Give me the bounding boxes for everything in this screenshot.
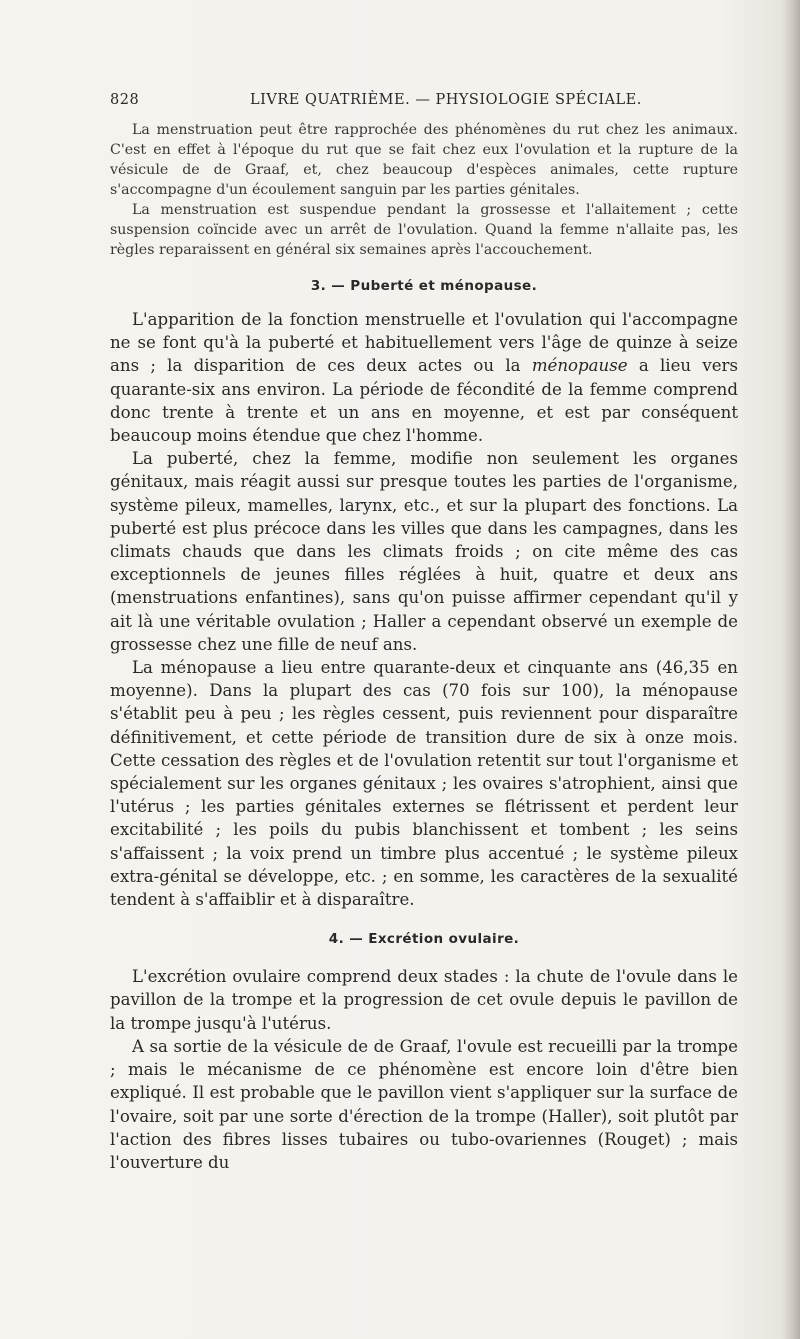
running-header: [110, 92, 738, 116]
section-heading-puberte: 3. — Puberté et ménopause.: [310, 278, 538, 294]
text-run: L'apparition de la fonction menstruelle et l'ovulation qui l'accompagne ne se font qu'à la puberté et habituellement vers l'âge de quinze à seize ans ; la disparition de ces deux actes ou la: [110, 310, 738, 376]
paragraph-menopause: La ménopause a lieu entre quarante-deux et cinquante ans (46,35 en moyenne). Dans la plupart des cas (70 fois sur 100), la ménopause s'établit peu à peu ; les règles cessent, puis reviennent pour disparaître définitivement, et cette période de transition dure de six à onze mois. Cette cessation des règles et de l'ovulation retentit sur tout l'organisme et spécialement sur les organes génitaux ; les ovaires s'atrophient, ainsi que l'utérus ; les parties génitales externes se flétrissent et perdent leur excitabilité ; les poils du pubis blanchissent et tombent ; les seins s'affaissent ; la voix prend un timbre plus accentué ; le système pileux extra-génital se développe, etc. ; en somme, les caractères de la sexualité tendent à s'affaiblir et à disparaître.: [110, 658, 738, 910]
page-number: 828: [110, 92, 140, 108]
paragraph-menstruation-rut: La menstruation peut être rapprochée des phénomènes du rut chez les animaux. C'est en effet à l'époque du rut que se fait chez eux l'ovulation et la rupture de la vésicule de de Graaf, et, chez beaucoup d'espèces animales, cette rupture s'accompagne d'un écoulement sanguin par les parties génitales.: [110, 122, 738, 198]
paragraph-puberte: La puberté, chez la femme, modifie non seulement les organes génitaux, mais réagit aussi sur presque toutes les parties de l'organisme, système pileux, mamelles, larynx, etc., et sur la plupart des fonctions. La puberté est plus précoce dans les villes que dans les campagnes, dans les climats chauds que dans les climats froids ; on cite même des cas exceptionnels de jeunes filles réglées à huit, quatre et deux ans (menstruations enfantines), sans qu'on puisse affirmer cependant qu'il y ait là une véritable ovulation ; Haller a cependant observé un exemple de grossesse chez une fille de neuf ans.: [110, 449, 738, 654]
text-run: a lieu vers quarante-six ans environ. La période de fécondité de la femme comprend donc trente à trente et un ans en moyenne, et est par conséquent beaucoup moins étendue que chez l'homme.: [110, 356, 738, 446]
section-heading-excretion: 4. — Excrétion ovulaire.: [328, 931, 520, 948]
continued-text: [110, 120, 738, 260]
section-excretion-body: [110, 965, 738, 1174]
page-edge-shadow: [782, 0, 800, 1339]
paragraph-excretion-stades: L'excrétion ovulaire comprend deux stades : la chute de l'ovule dans le pavillon de la trompe et la progression de cet ovule depuis le pavillon de la trompe jusqu'à l'utérus.: [110, 967, 738, 1033]
section-puberte-body: [110, 308, 738, 911]
paragraph-apparition: [110, 308, 738, 447]
term-menopause: ménopause: [531, 356, 628, 376]
paragraph-menstruation-grossesse: La menstruation est suspendue pendant la grossesse et l'allaitement ; cette suspension coïncide avec un arrêt de l'ovulation. Quand la femme n'allaite pas, les règles reparaissent en général six semaines après l'accouchement.: [110, 202, 738, 258]
paragraph-excretion-mecanisme: A sa sortie de la vésicule de de Graaf, l'ovule est recueilli par la trompe ; mais le mécanisme de ce phénomène est encore loin d'être bien expliqué. Il est probable que le pavillon vient s'appliquer sur la surface de l'ovaire, soit par une sorte d'érection de la trompe (Haller), soit plutôt par l'action des fibres lisses tubaires ou tubo-ovariennes (Rouget) ; mais l'ouverture du: [110, 1036, 738, 1172]
page-content: [110, 120, 738, 1174]
running-title: LIVRE QUATRIÈME. — PHYSIOLOGIE SPÉCIALE.: [250, 92, 642, 108]
